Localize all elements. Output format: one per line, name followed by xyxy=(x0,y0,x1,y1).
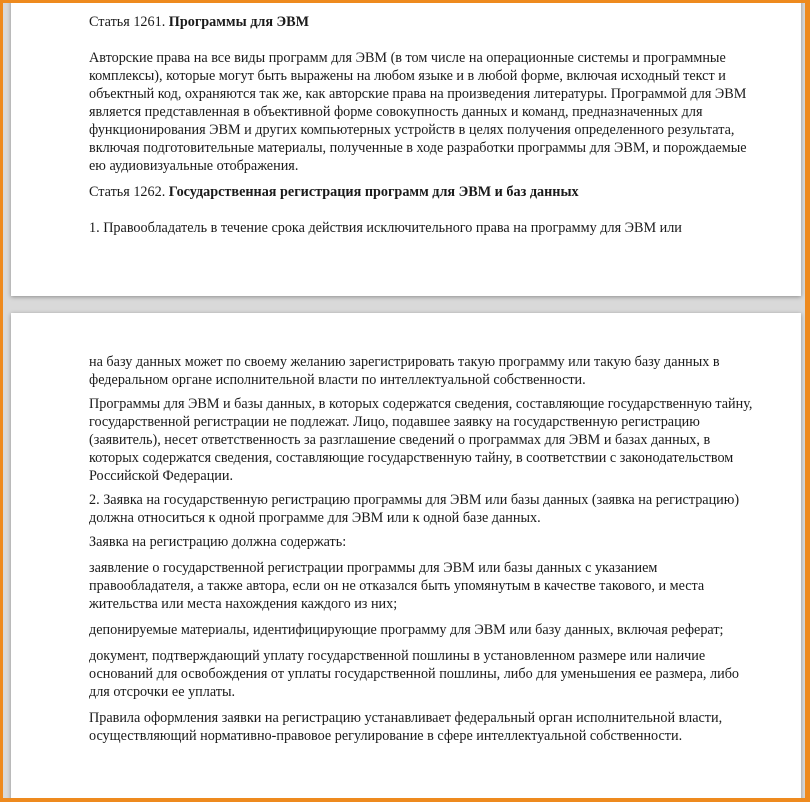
article-number: Статья 1261. xyxy=(89,14,166,30)
document-page-1 xyxy=(11,3,801,296)
paragraph: Заявка на регистрацию должна содержать: xyxy=(89,534,347,550)
page-content xyxy=(89,13,759,243)
paragraph: Правила оформления заявки на регистрацию устанавливает федеральный орган исполнительной власти, осуществляющий нормативно-правовое регулирование в сфере интеллектуальной собственности. xyxy=(89,710,723,744)
paragraph: 1. Правообладатель в течение срока действия исключительного права на программу для ЭВМ или xyxy=(89,220,682,236)
article-number: Статья 1262. xyxy=(89,184,166,200)
paragraph: на базу данных может по своему желанию зарегистрировать такую программу или такую базу данных в федеральном органе исполнительной власти по интеллектуальной собственности. xyxy=(89,354,720,388)
article-1261-text: Авторские права на все виды программ для ЭВМ (в том числе на операционные системы и программные комплексы), которые могут быть выражены на любом языке и в любой форме, включая исходный текст и объектный код, охраняются так же, как авторские права на произведения литературы. Программой для ЭВМ является представленная в объективной форме совокупность данных и команд, предназначенных для функционирования ЭВМ и других компьютерных устройств в целях получения определенного результата, включая подготовительные материалы, полученные в ходе разработки программы для ЭВМ, и порождаемые ею аудиовизуальные отображения. xyxy=(89,50,747,174)
article-title: Государственная регистрация программ для ЭВМ и баз данных xyxy=(168,184,579,200)
paragraph: 2. Заявка на государственную регистрацию программы для ЭВМ или базы данных (заявка на регистрацию) должна относиться к одной программе для ЭВМ или к одной базе данных. xyxy=(89,492,740,526)
article-1261-heading xyxy=(89,13,759,31)
page-content xyxy=(89,353,759,751)
paragraph: депонируемые материалы, идентифицирующие программу для ЭВМ или базу данных, включая реферат; xyxy=(89,622,724,638)
article-1262-heading xyxy=(89,183,759,201)
document-page-2 xyxy=(11,313,801,798)
paragraph: Программы для ЭВМ и базы данных, в которых содержатся сведения, составляющие государственную тайну, государственной регистрации не подлежат. Лицо, подавшее заявку на государственную регистрацию (заявитель), несет ответственность за разглашение сведений о программах для ЭВМ и базах данных, в которых содержатся сведения, составляющие государственную тайну, в соответствии с законодательством Российской Федерации. xyxy=(89,396,753,484)
article-title: Программы для ЭВМ xyxy=(168,14,310,30)
paragraph: заявление о государственной регистрации программы для ЭВМ или базы данных с указанием правообладателя, а также автора, если он не отказался быть упомянутым в качестве такового, и места жительства или места нахождения каждого из них; xyxy=(89,560,705,612)
document-viewer[interactable] xyxy=(3,3,805,798)
paragraph: документ, подтверждающий уплату государственной пошлины в установленном размере или наличие оснований для освобождения от уплаты государственной пошлины, либо для уменьшения ее размера, либо для отсрочки ее уплаты. xyxy=(89,648,740,700)
